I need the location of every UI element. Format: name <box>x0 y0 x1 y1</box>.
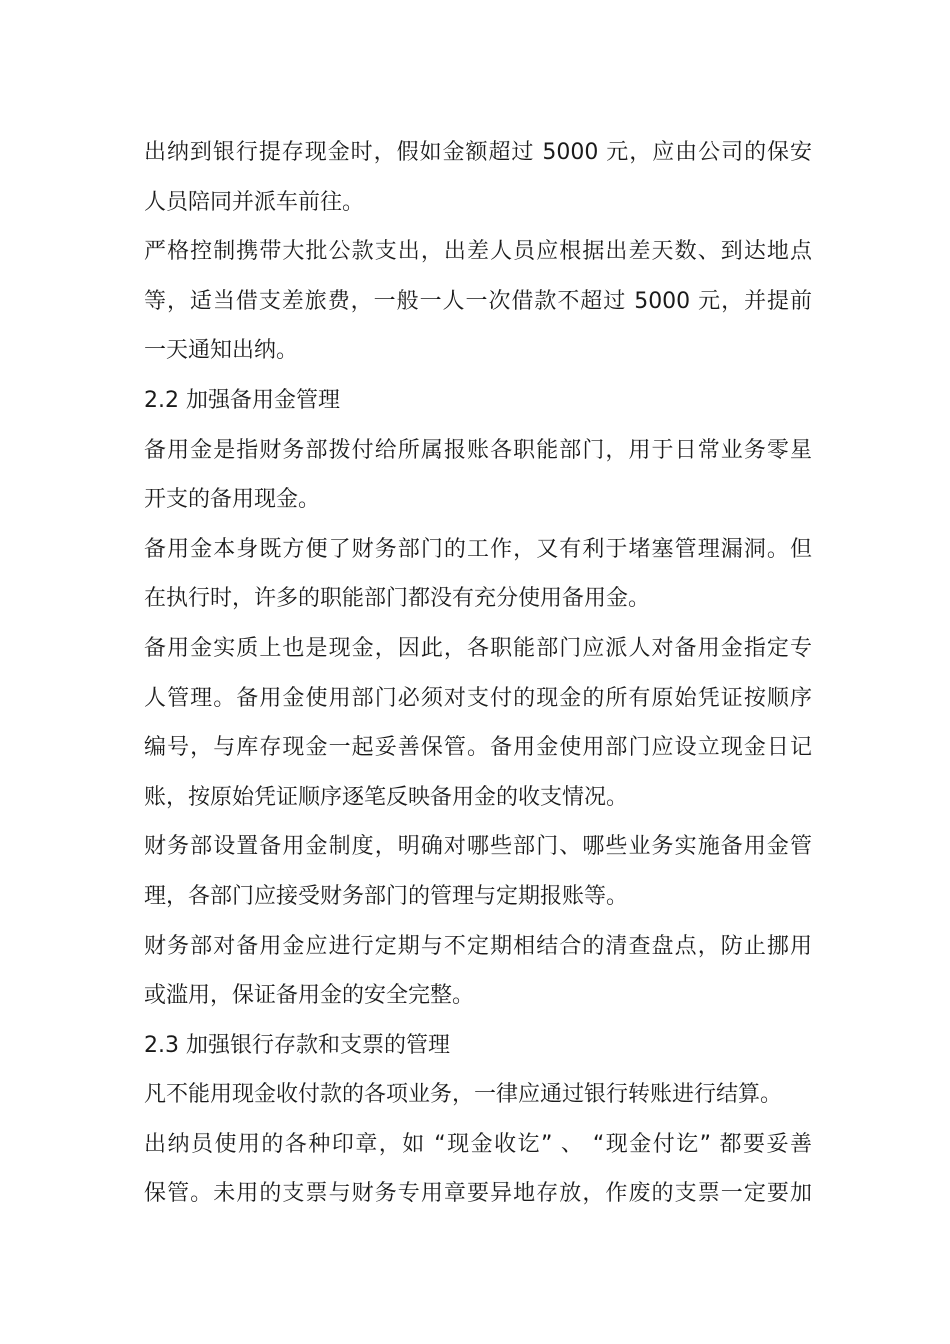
text-line: 一天通知出纳。 <box>144 338 299 364</box>
text-line: 保管。未用的支票与财务专用章要异地存放，作废的支票一定要加 <box>144 1181 812 1207</box>
text-line: 编号，与库存现金一起妥善保管。备用金使用部门应设立现金日记 <box>144 735 812 761</box>
text-line: 备用金是指财务部拨付给所属报账各职能部门，用于日常业务零星 <box>144 437 812 463</box>
text-line: 在执行时，许多的职能部门都没有充分使用备用金。 <box>144 586 651 612</box>
document-body <box>144 128 812 1219</box>
section-heading: 2.3 加强银行存款和支票的管理 <box>144 1032 450 1058</box>
text-line: 账，按原始凭证顺序逐笔反映备用金的收支情况。 <box>144 784 629 810</box>
text-line: 出纳到银行提存现金时，假如金额超过 5000 元，应由公司的保安 <box>144 140 812 165</box>
text-line: 人管理。备用金使用部门必须对支付的现金的所有原始凭证按顺序 <box>144 685 812 711</box>
text-line: 备用金实质上也是现金，因此，各职能部门应派人对备用金指定专 <box>144 635 812 661</box>
text-line: 财务部设置备用金制度，明确对哪些部门、哪些业务实施备用金管 <box>144 834 812 860</box>
text-line: 出纳员使用的各种印章，如 “现金收讫” 、 “现金付讫” 都要妥善 <box>144 1131 812 1157</box>
text-line: 严格控制携带大批公款支出，出差人员应根据出差天数、到达地点 <box>144 239 812 265</box>
text-line: 或滥用，保证备用金的安全完整。 <box>144 983 475 1009</box>
text-line: 开支的备用现金。 <box>144 487 321 513</box>
text-line: 等，适当借支差旅费，一般一人一次借款不超过 5000 元，并提前 <box>144 288 812 314</box>
text-line: 人员陪同并派车前往。 <box>144 189 365 215</box>
text-line: 理，各部门应接受财务部门的管理与定期报账等。 <box>144 883 629 909</box>
text-line: 财务部对备用金应进行定期与不定期相结合的清查盘点，防止挪用 <box>144 933 812 959</box>
section-heading: 2.2 加强备用金管理 <box>144 387 340 413</box>
text-line: 凡不能用现金收付款的各项业务，一律应通过银行转账进行结算。 <box>144 1082 783 1108</box>
text-line: 备用金本身既方便了财务部门的工作，又有利于堵塞管理漏洞。但 <box>144 536 812 562</box>
